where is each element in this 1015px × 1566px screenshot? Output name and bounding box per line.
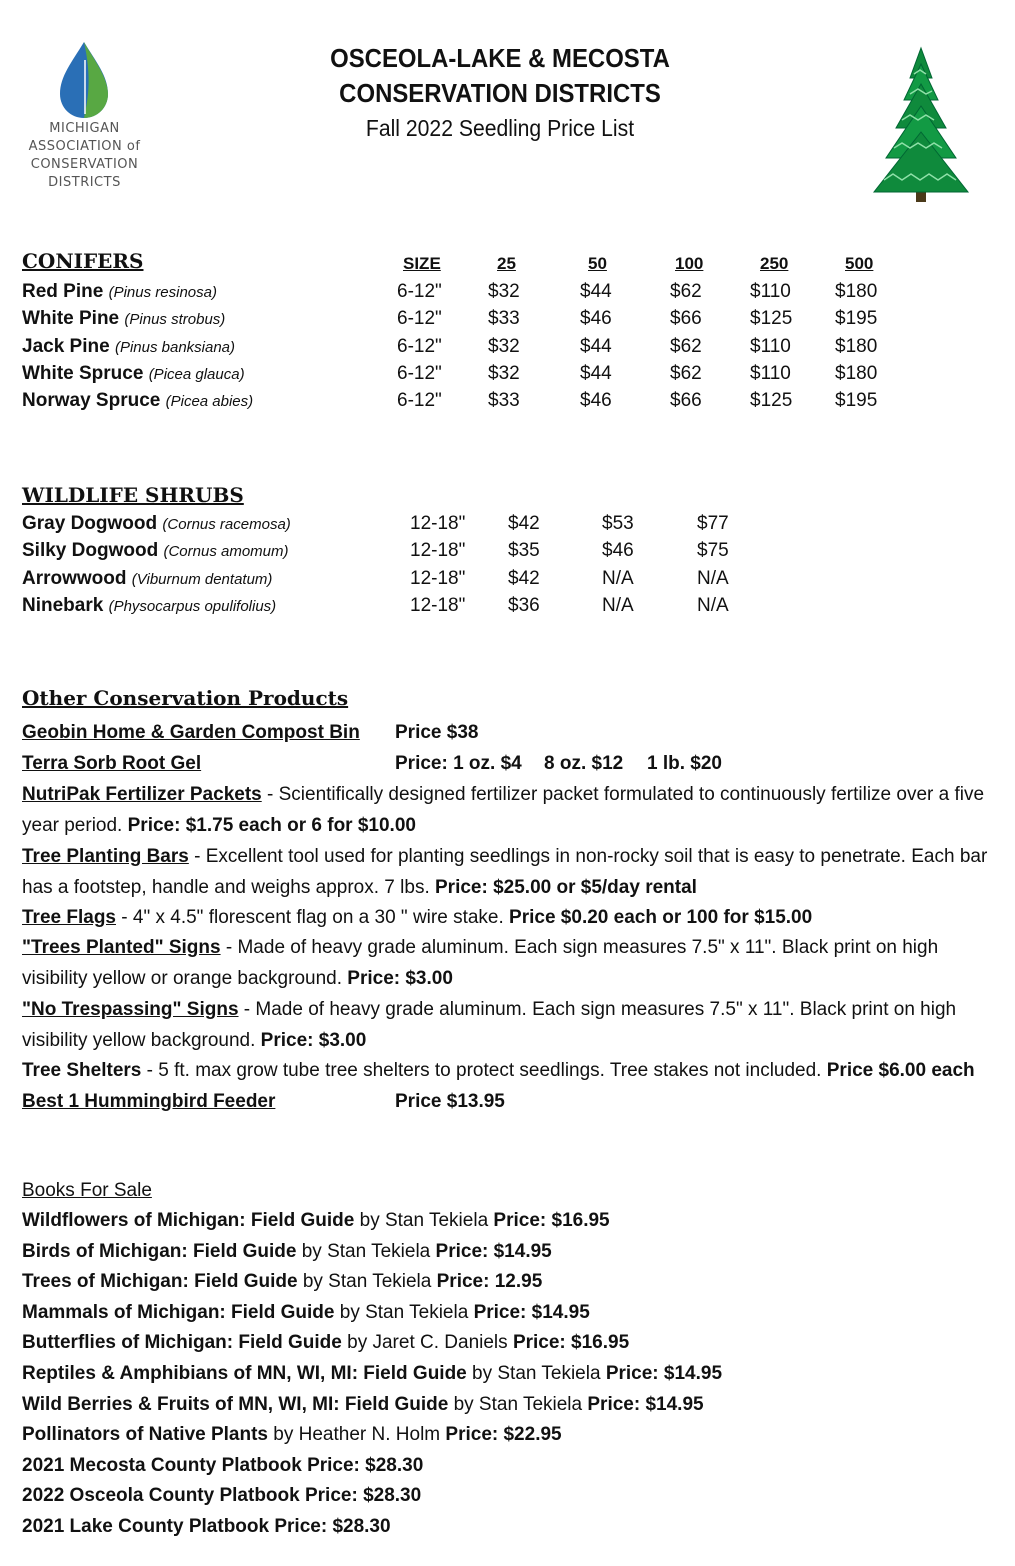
shelters-name: Tree Shelters: [22, 1060, 142, 1081]
shrub-row: [22, 568, 272, 595]
flags-price: Price $0.20 each or 100 for $15.00: [509, 907, 813, 928]
price-cell: $110: [750, 362, 791, 384]
notresp-name: "No Trespassing" Signs: [22, 999, 239, 1020]
book-price: Price: $22.95: [445, 1424, 562, 1446]
book-title: Butterflies of Michigan: Field Guide: [22, 1332, 342, 1354]
nutripak-desc: - Scientifically designed fertilizer packet formulated to continuously fertilize over a five year period.: [22, 784, 985, 836]
scientific-name: (Pinus resinosa): [108, 284, 217, 301]
size-cell: 12-18": [410, 567, 466, 589]
price-cell: $77: [697, 513, 729, 534]
geobin-name: Geobin Home & Garden Compost Bin: [22, 722, 360, 743]
price-cell: N/A: [602, 594, 634, 616]
price-cell: $46: [580, 308, 612, 330]
book-author: by Jaret C. Daniels: [341, 1332, 513, 1354]
planted-item: [22, 932, 997, 994]
price-cell: $195: [835, 390, 878, 412]
nutripak-name: NutriPak Fertilizer Packets: [22, 784, 262, 805]
book-title: 2021 Lake County Platbook Price: $28.30: [22, 1516, 391, 1537]
scientific-name: (Cornus racemosa): [162, 516, 291, 533]
planted-price: Price: $3.00: [347, 968, 453, 989]
price-cell: $125: [750, 308, 793, 330]
book-price: Price: $16.95: [493, 1210, 610, 1231]
book-title: Reptiles & Amphibians of MN, WI, MI: Field Guide: [22, 1363, 467, 1384]
terra-price-1: Price: 1 oz. $4: [395, 753, 522, 774]
price-cell: $32: [488, 335, 520, 357]
scientific-name: (Pinus banksiana): [114, 338, 236, 356]
terra-price-3: 1 lb. $20: [647, 753, 722, 774]
book-title: Wild Berries & Fruits of MN, WI, MI: Field Guide: [22, 1393, 449, 1415]
planted-desc: - Made of heavy grade aluminum. Each sign measures 7.5" x 11". Black print on high visibility yellow or orange background.: [22, 937, 939, 989]
logo-line: DISTRICTS: [48, 175, 121, 190]
book-title: 2021 Mecosta County Platbook Price: $28.30: [22, 1454, 424, 1476]
book-author: by Stan Tekiela: [354, 1210, 494, 1231]
notresp-desc: - Made of heavy grade aluminum. Each sign measures 7.5" x 11". Black print on high visibility yellow background.: [22, 999, 957, 1051]
price-cell: $44: [580, 362, 612, 384]
price-cell: $110: [750, 335, 791, 357]
price-cell: $42: [508, 567, 540, 589]
species-name: Red Pine: [22, 281, 104, 302]
terra-name: Terra Sorb Root Gel: [22, 753, 202, 774]
species-name: Arrowwood: [22, 567, 127, 589]
scientific-name: (Pinus strobus): [124, 311, 226, 329]
price-cell: $66: [670, 390, 702, 412]
price-cell: $42: [508, 513, 540, 534]
book-price: Price: 12.95: [436, 1271, 543, 1293]
bars-name: Tree Planting Bars: [22, 846, 189, 867]
species-name: Gray Dogwood: [22, 513, 158, 534]
price-cell: $33: [488, 390, 520, 412]
logo-line: MICHIGAN: [49, 121, 120, 136]
size-cell: 12-18": [410, 594, 466, 616]
price-cell: N/A: [697, 594, 729, 616]
book-price: Price: $14.95: [435, 1240, 552, 1262]
book-item: [22, 1363, 722, 1385]
book-item: [22, 1455, 423, 1477]
price-cell: $62: [670, 335, 702, 357]
book-author: by Heather N. Holm: [268, 1424, 446, 1446]
feeder-line: [22, 1086, 997, 1117]
shrub-row: [22, 540, 289, 567]
books-heading: Books For Sale: [22, 1180, 152, 1201]
price-cell: $32: [488, 362, 520, 384]
scientific-name: (Physocarpus opulifolius): [108, 597, 277, 615]
size-cell: 6-12": [397, 281, 442, 302]
size-cell: 12-18": [410, 540, 466, 562]
price-cell: $66: [670, 308, 702, 330]
logo-line: ASSOCIATION of: [28, 139, 141, 154]
book-title: Pollinators of Native Plants: [22, 1424, 268, 1446]
shelters-item: [22, 1055, 997, 1086]
scientific-name: (Cornus amomum): [163, 543, 289, 561]
book-item: [22, 1424, 562, 1446]
book-title: 2022 Osceola County Platbook Price: $28.30: [22, 1485, 422, 1507]
notresp-price: Price: $3.00: [260, 1030, 367, 1051]
conifers-heading: CONIFERS: [22, 249, 144, 273]
terra-line: [22, 748, 997, 779]
book-item: [22, 1516, 391, 1538]
book-price: Price: $14.95: [605, 1363, 723, 1384]
flags-item: [22, 902, 997, 933]
price-cell: $62: [670, 281, 702, 302]
book-item: [22, 1210, 610, 1232]
book-item: [22, 1271, 542, 1293]
geobin-price: Price $38: [395, 722, 479, 743]
title-line-2: CONSERVATION DISTRICTS: [339, 78, 661, 108]
col-500-header: 500: [845, 254, 874, 273]
bars-item: [22, 841, 997, 903]
price-cell: $75: [697, 540, 729, 562]
shrubs-heading: WILDLIFE SHRUBS: [22, 483, 244, 507]
nutripak-item: [22, 779, 997, 841]
price-cell: $53: [602, 513, 634, 534]
book-title: Trees of Michigan: Field Guide: [22, 1271, 298, 1293]
conifer-row: [22, 363, 245, 390]
price-cell: N/A: [697, 567, 729, 589]
flags-name: Tree Flags: [22, 907, 116, 928]
book-author: by Stan Tekiela: [297, 1271, 437, 1293]
book-price: Price: $14.95: [473, 1301, 590, 1323]
col-size-header: SIZE: [403, 254, 441, 273]
book-author: by Stan Tekiela: [334, 1301, 474, 1323]
size-cell: 6-12": [397, 335, 442, 357]
price-cell: $180: [835, 335, 878, 357]
species-name: Norway Spruce: [22, 390, 161, 412]
book-item: [22, 1241, 552, 1263]
book-author: by Stan Tekiela: [448, 1393, 588, 1415]
species-name: Jack Pine: [22, 335, 110, 357]
macd-logo: [22, 40, 147, 200]
scientific-name: (Viburnum dentatum): [131, 570, 273, 588]
price-cell: $110: [750, 281, 791, 302]
book-title: Birds of Michigan: Field Guide: [22, 1240, 297, 1262]
price-cell: $36: [508, 594, 540, 616]
price-cell: $46: [602, 540, 634, 562]
price-cell: $35: [508, 540, 540, 562]
price-cell: $180: [835, 362, 878, 384]
col-250-header: 250: [760, 254, 789, 273]
flags-desc: - 4" x 4.5" florescent flag on a 30 " wire stake.: [116, 907, 510, 928]
size-cell: 6-12": [397, 362, 442, 384]
logo-line: CONSERVATION: [30, 157, 139, 172]
species-name: White Pine: [22, 308, 120, 330]
book-item: [22, 1302, 590, 1324]
conifer-row: [22, 281, 217, 308]
size-cell: 6-12": [397, 308, 442, 330]
notresp-item: [22, 994, 997, 1056]
col-50-header: 50: [588, 254, 607, 273]
shrub-row: [22, 595, 276, 622]
species-name: White Spruce: [22, 362, 144, 384]
geobin-line: [22, 717, 997, 748]
size-cell: 12-18": [410, 513, 466, 534]
pine-tree-icon: [868, 44, 974, 204]
book-author: by Stan Tekiela: [296, 1240, 436, 1262]
shelters-price: Price $6.00 each: [826, 1060, 975, 1081]
price-cell: N/A: [602, 567, 634, 589]
conifer-row: [22, 336, 235, 363]
price-cell: $33: [488, 308, 520, 330]
title-line-1: OSCEOLA-LAKE & MECOSTA: [330, 43, 670, 73]
price-cell: $62: [670, 362, 702, 384]
shrub-row: [22, 513, 291, 540]
book-item: [22, 1394, 704, 1416]
book-title: Wildflowers of Michigan: Field Guide: [22, 1210, 355, 1231]
book-author: by Stan Tekiela: [466, 1363, 606, 1384]
planted-name: "Trees Planted" Signs: [22, 937, 221, 958]
col-25-header: 25: [497, 254, 516, 273]
size-cell: 6-12": [397, 390, 442, 412]
book-title: Mammals of Michigan: Field Guide: [22, 1301, 335, 1323]
price-cell: $195: [835, 308, 878, 330]
scientific-name: (Picea abies): [165, 393, 254, 411]
logo-caption: [22, 120, 147, 192]
scientific-name: (Picea glauca): [148, 365, 245, 383]
species-name: Silky Dogwood: [22, 540, 159, 562]
species-name: Ninebark: [22, 594, 104, 616]
price-cell: $44: [580, 335, 612, 357]
col-100-header: 100: [675, 254, 704, 273]
price-cell: $125: [750, 390, 793, 412]
book-price: Price: $16.95: [512, 1332, 630, 1354]
price-cell: $46: [580, 390, 612, 412]
feeder-name: Best 1 Hummingbird Feeder: [22, 1091, 276, 1112]
price-cell: $32: [488, 281, 520, 302]
bars-desc: - Excellent tool used for planting seedlings in non-rocky soil that is easy to penetrate. Each bar has a footstep, handle and weighs approx. 7 lbs.: [22, 846, 988, 898]
water-drop-leaf-icon: [22, 40, 147, 120]
price-cell: $44: [580, 281, 612, 302]
products-heading: Other Conservation Products: [22, 686, 349, 710]
subtitle: Fall 2022 Seedling Price List: [365, 115, 635, 141]
feeder-price: Price $13.95: [395, 1091, 505, 1112]
book-item: [22, 1485, 421, 1507]
bars-price: Price: $25.00 or $5/day rental: [435, 877, 697, 898]
terra-price-2: 8 oz. $12: [544, 753, 624, 774]
book-item: [22, 1332, 629, 1354]
shelters-desc: - 5 ft. max grow tube tree shelters to protect seedlings. Tree stakes not included.: [141, 1060, 827, 1081]
conifer-row: [22, 308, 225, 335]
book-price: Price: $14.95: [587, 1393, 704, 1415]
nutripak-price: Price: $1.75 each or 6 for $10.00: [127, 815, 416, 836]
conifer-row: [22, 390, 253, 417]
price-cell: $180: [835, 281, 878, 302]
